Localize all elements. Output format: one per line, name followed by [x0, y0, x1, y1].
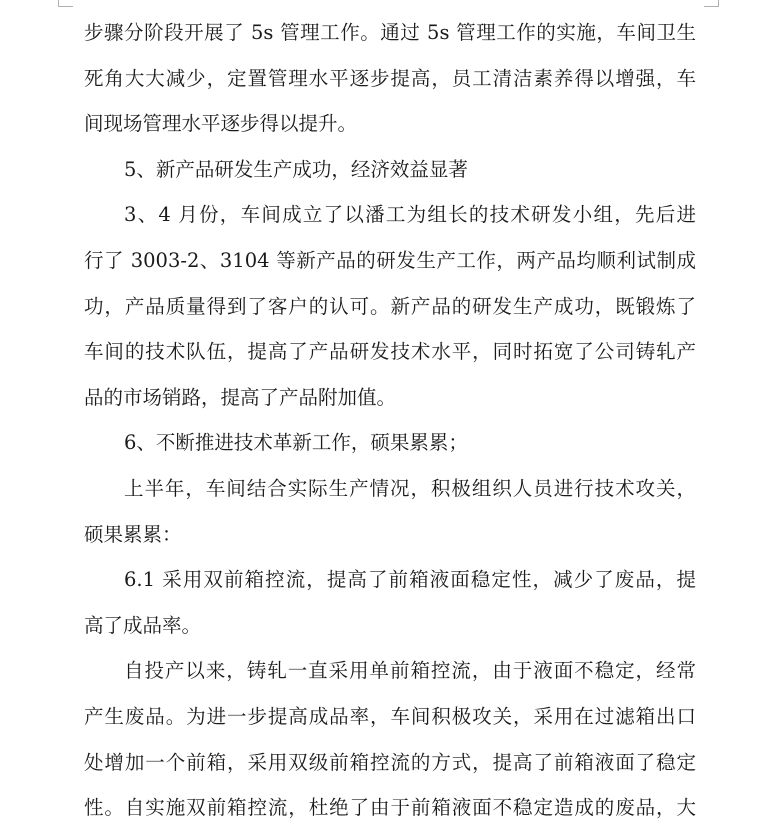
- text-line: 6、不断推进技术革新工作，硕果累累；: [124, 431, 468, 455]
- text-line: 行了 3003-2、3104 等新产品的研发生产工作，两产品均顺利试制成: [84, 248, 696, 272]
- text-line: 高了成品率。: [84, 613, 202, 637]
- text-line: 车间的技术队伍，提高了产品研发技术水平，同时拓宽了公司铸轧产: [84, 340, 696, 364]
- text-line: 自投产以来，铸轧一直采用单前箱控流，由于液面不稳定，经常: [124, 659, 696, 683]
- text-line: 产生废品。为进一步提高成品率，车间积极攻关，采用在过滤箱出口: [84, 704, 696, 728]
- text-line: 上半年，车间结合实际生产情况，积极组织人员进行技术攻关，: [124, 476, 696, 500]
- text-line: 处增加一个前箱，采用双级前箱控流的方式，提高了前箱液面了稳定: [84, 750, 696, 774]
- page-corner-mark-left: [58, 0, 73, 7]
- text-line: 5、新产品研发生产成功，经济效益显著: [124, 157, 468, 181]
- text-line: 6.1 采用双前箱控流，提高了前箱液面稳定性，减少了废品，提: [124, 568, 696, 592]
- text-line: 死角大大减少，定置管理水平逐步提高，员工清洁素养得以增强，车: [84, 66, 696, 90]
- text-line: 3、4 月份，车间成立了以潘工为组长的技术研发小组，先后进: [124, 203, 696, 227]
- document-body: [84, 10, 696, 831]
- page-corner-mark-right: [704, 0, 719, 7]
- text-line: 间现场管理水平逐步得以提升。: [84, 112, 358, 136]
- text-line: 功，产品质量得到了客户的认可。新产品的研发生产成功，既锻炼了: [84, 294, 696, 318]
- text-line: 硕果累累：: [84, 522, 182, 546]
- text-line: 步骤分阶段开展了 5s 管理工作。通过 5s 管理工作的实施，车间卫生: [84, 21, 696, 44]
- text-line: 品的市场销路，提高了产品附加值。: [84, 385, 397, 409]
- text-line: 性。自实施双前箱控流，杜绝了由于前箱液面不稳定造成的废品，大: [84, 796, 696, 820]
